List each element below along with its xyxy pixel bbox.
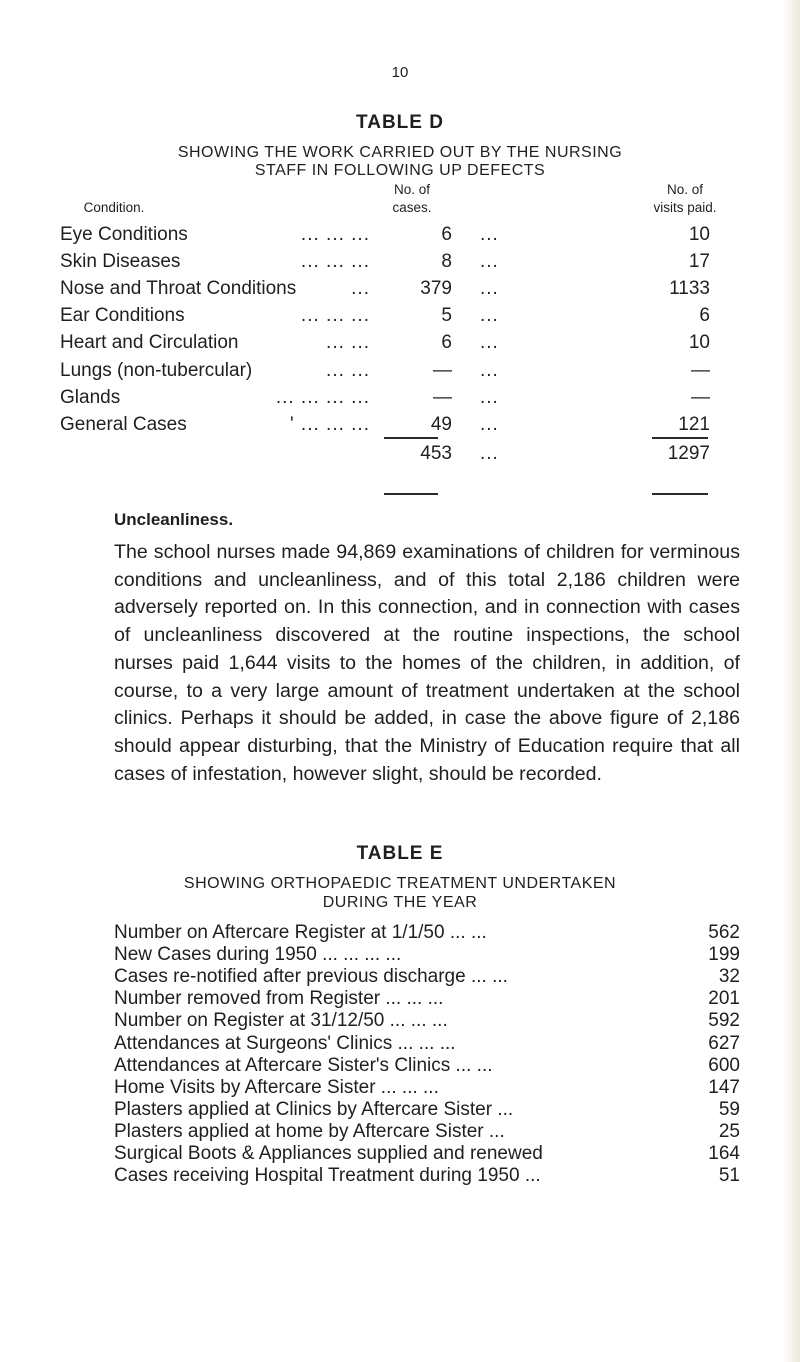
table-d-visits: — — [691, 359, 710, 381]
table-d-row — [60, 332, 750, 358]
table-e-subtitle-line1: SHOWING ORTHOPAEDIC TREATMENT UNDERTAKEN — [183, 875, 617, 892]
table-e-value: 25 — [718, 1120, 740, 1142]
table-d-subtotal-rule-cases — [384, 437, 438, 439]
table-d-condition: Nose and Throat Conditions — [60, 278, 297, 300]
table-d-mid-leader: ... — [480, 251, 499, 273]
table-d-row — [60, 414, 750, 440]
table-d-cases: 6 — [441, 224, 452, 245]
table-d-mid-leader: ... — [480, 413, 499, 435]
table-e-row — [114, 1010, 740, 1034]
table-d-leader: ... ... — [326, 359, 370, 381]
table-e-value: 59 — [718, 1098, 740, 1120]
table-d-visits: — — [691, 386, 710, 408]
uncleanliness-paragraph: The school nurses made 94,869 examinations of children for verminous conditions and uncleanliness, and of this total 2,186 children were adversely reported on. In this connection, and in connection with cases of uncleanliness discovered at the routine inspections, the school nurses paid 1,644 visits to the homes of the children, in addition, of course, to a very large amount of treatment undertaken at the school clinics. Perhaps it should be added, in case the above figure of 2,186 should appear disturbing, that the Ministry of Education require that all cases of infestation, however slight, should be recorded. — [114, 541, 740, 785]
table-d-condition: Ear Conditions — [60, 305, 185, 327]
table-d-cases: 379 — [420, 278, 452, 300]
table-d-title: TABLE D — [356, 112, 444, 133]
table-d-mid-leader: ... — [480, 224, 499, 245]
table-d-subtotal-rule-visits — [652, 437, 708, 439]
table-d-cases: 6 — [441, 332, 452, 354]
table-d-visits: 10 — [688, 224, 710, 245]
table-d-leader: ... ... — [326, 332, 370, 354]
table-e-label: Cases receiving Hospital Treatment during 1950 ... — [114, 1165, 541, 1187]
table-d-cases: — — [433, 359, 452, 381]
uncleanliness-heading: Uncleanliness. — [114, 510, 234, 529]
table-e-value: 164 — [708, 1143, 740, 1164]
table-d-header-condition: Condition. — [83, 200, 145, 215]
table-d-condition: Eye Conditions — [60, 224, 188, 245]
table-e-value: 600 — [708, 1054, 740, 1076]
table-d-cases: 49 — [430, 413, 452, 435]
table-d-mid-leader: ... — [480, 278, 499, 300]
table-d-row — [60, 387, 750, 413]
table-d-subtitle-line1: SHOWING THE WORK CARRIED OUT BY THE NURSING — [177, 144, 623, 161]
table-e-title: TABLE E — [356, 843, 444, 864]
table-e-row — [114, 1121, 740, 1145]
table-d-total-row — [60, 443, 750, 469]
table-e-row — [114, 1077, 740, 1101]
table-d-visits: 121 — [678, 413, 710, 435]
table-d-condition: Glands — [60, 386, 121, 408]
table-e-label: Surgical Boots & Appliances supplied and renewed — [114, 1143, 543, 1164]
table-e-label: Attendances at Surgeons' Clinics ... ... ... — [114, 1032, 456, 1054]
table-e-label: Attendances at Aftercare Sister's Clinics ... ... — [114, 1054, 493, 1076]
table-e-value: 562 — [708, 922, 740, 943]
table-d-visits: 6 — [699, 305, 710, 327]
table-e-label: Number on Register at 31/12/50 ... ... ... — [114, 1010, 448, 1032]
table-d-row — [60, 305, 750, 331]
table-e-row — [114, 966, 740, 990]
table-d-leader: ' ... ... ... — [290, 413, 370, 435]
table-d-mid-leader: ... — [480, 386, 499, 408]
table-d-visits: 1133 — [669, 278, 710, 300]
table-e-value: 147 — [708, 1076, 740, 1098]
table-e-label: Number on Aftercare Register at 1/1/50 ... ... — [114, 922, 487, 943]
table-e-label: Home Visits by Aftercare Sister ... ... ... — [114, 1076, 439, 1098]
table-d-leader: ... ... ... — [300, 224, 370, 245]
table-d-header-visits-line1: No. of — [666, 182, 704, 197]
table-d-leader: ... ... ... — [300, 305, 370, 327]
table-d-condition: General Cases — [60, 413, 187, 435]
table-d-row — [60, 278, 750, 304]
table-d-leader: ... ... ... ... — [275, 386, 370, 408]
table-d-mid-leader: ... — [480, 359, 499, 381]
table-d-cases: 8 — [441, 251, 452, 273]
table-d-row — [60, 251, 750, 277]
table-d-total-rule-cases — [384, 493, 438, 495]
table-e-row — [114, 1033, 740, 1057]
table-e-value: 627 — [708, 1032, 740, 1054]
table-e-row — [114, 922, 740, 946]
table-e-row — [114, 1099, 740, 1123]
table-d-cases: — — [433, 386, 452, 408]
table-d-mid-leader: ... — [480, 305, 499, 327]
table-d-visits: 10 — [688, 332, 710, 354]
table-d-row — [60, 224, 750, 250]
table-e-label: Cases re-notified after previous discharge ... ... — [114, 966, 508, 988]
table-d-total-visits: 1297 — [667, 443, 710, 464]
table-e-label: Number removed from Register ... ... ... — [114, 988, 444, 1010]
table-d-total-cases: 453 — [420, 443, 452, 464]
table-e-value: 592 — [708, 1010, 740, 1032]
table-d-visits: 17 — [688, 251, 710, 273]
table-e-row — [114, 944, 740, 968]
table-e-subtitle-line2: DURING THE YEAR — [322, 894, 478, 911]
table-e-value: 51 — [718, 1165, 740, 1187]
table-d-header-cases-line2: cases. — [392, 200, 432, 215]
table-e-value: 32 — [718, 966, 740, 988]
table-d-condition: Skin Diseases — [60, 251, 181, 273]
table-e-label: New Cases during 1950 ... ... ... ... — [114, 944, 402, 966]
table-d-leader: ... — [351, 278, 370, 300]
table-e-label: Plasters applied at home by Aftercare Sister ... — [114, 1120, 505, 1142]
table-d-leader: ... ... ... — [300, 251, 370, 273]
table-d-header-visits-line2: visits paid. — [653, 200, 717, 215]
table-e-label: Plasters applied at Clinics by Aftercare Sister ... — [114, 1098, 514, 1120]
table-e-value: 201 — [708, 988, 740, 1010]
page-edge-shadow — [782, 0, 800, 1362]
page-number: 10 — [391, 64, 409, 81]
table-e-row — [114, 988, 740, 1012]
table-d-total-leader: ... — [480, 443, 499, 464]
table-d-row — [60, 360, 750, 386]
table-d-subtitle-line2: STAFF IN FOLLOWING UP DEFECTS — [254, 162, 546, 179]
table-e-row — [114, 1143, 740, 1167]
table-e-row — [114, 1165, 740, 1189]
table-d-total-rule-visits — [652, 493, 708, 495]
table-d-condition: Heart and Circulation — [60, 332, 239, 354]
table-d-condition: Lungs (non-tubercular) — [60, 359, 253, 381]
table-d-cases: 5 — [441, 305, 452, 327]
table-e-value: 199 — [708, 944, 740, 966]
table-d-mid-leader: ... — [480, 332, 499, 354]
table-d-header-cases-line1: No. of — [393, 182, 431, 197]
table-e-row — [114, 1055, 740, 1079]
